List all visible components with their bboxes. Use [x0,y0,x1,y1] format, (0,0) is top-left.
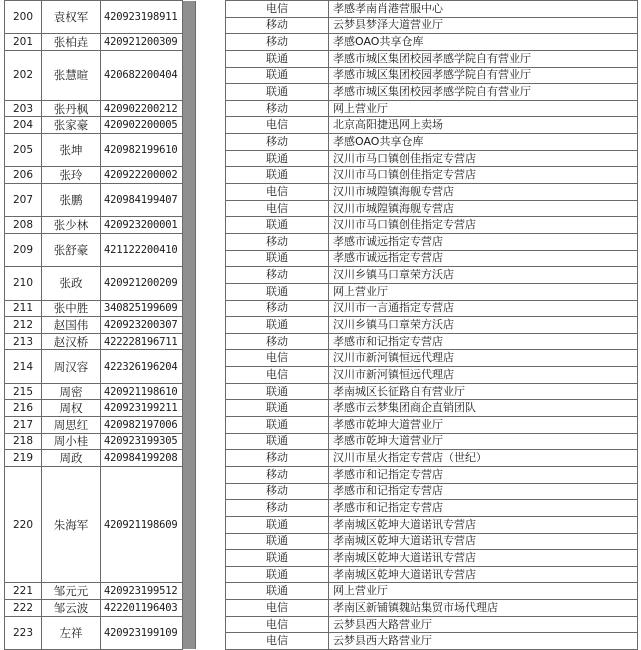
store-cell: 网上营业厅 [329,583,638,600]
store-cell: 汉川市城隍镇海舰专营店 [329,184,638,201]
id-number-cell: 420921200209 [101,267,183,300]
name-cell: 左祥 [42,616,101,649]
carrier-cell: 联通 [226,67,329,84]
store-cell: 云梦县西大路营业厅 [329,616,638,633]
id-number-cell: 420984199407 [101,184,183,217]
document-page [4,0,637,649]
table-row [5,300,638,317]
id-number-cell: 420923199305 [101,433,183,450]
store-cell: 汉川乡镇马口章荣方沃店 [329,317,638,334]
store-cell: 汉川市马口镇创佳指定专营店 [329,217,638,234]
store-cell: 孝南城区乾坤大道诺讯专营店 [329,533,638,550]
id-number-cell: 422201196403 [101,600,183,617]
table-row [5,100,638,117]
name-cell: 周密 [42,383,101,400]
store-cell: 孝南城区乾坤大道诺讯专营店 [329,566,638,583]
carrier-cell: 联通 [226,50,329,67]
table-row [5,466,638,483]
serial-number-cell: 210 [5,267,42,300]
serial-number-cell: 205 [5,134,42,167]
carrier-cell: 移动 [226,134,329,151]
store-cell: 网上营业厅 [329,100,638,117]
carrier-cell: 移动 [226,500,329,517]
name-cell: 张鹏 [42,184,101,217]
store-cell: 云梦县西大路营业厅 [329,633,638,650]
table-row [5,333,638,350]
store-cell: 孝感市诚远指定专营店 [329,250,638,267]
store-cell: 孝感市城区集团校园孝感学院自有营业厅 [329,67,638,84]
name-cell: 张柏垚 [42,34,101,51]
store-cell: 孝感OAO共享仓库 [329,34,638,51]
store-cell: 孝感市城区集团校园孝感学院自有营业厅 [329,84,638,101]
id-number-cell: 422228196711 [101,333,183,350]
name-cell: 张慧暄 [42,50,101,100]
carrier-cell: 移动 [226,100,329,117]
id-number-cell: 420923199211 [101,400,183,417]
serial-number-cell: 213 [5,333,42,350]
table-row [5,217,638,234]
carrier-cell: 电信 [226,350,329,367]
store-cell: 孝南城区乾坤大道诺讯专营店 [329,550,638,567]
store-cell: 孝感市云梦集团商企直销团队 [329,400,638,417]
table-row [5,417,638,434]
table-row [5,616,638,633]
table-row [5,233,638,250]
carrier-cell: 电信 [226,1,329,18]
id-number-cell: 420982199610 [101,134,183,167]
serial-number-cell: 216 [5,400,42,417]
name-cell: 邹云波 [42,600,101,617]
store-cell: 孝感市城区集团校园孝感学院自有营业厅 [329,50,638,67]
store-cell: 汉川市马口镇创佳指定专营店 [329,150,638,167]
name-cell: 周汉容 [42,350,101,383]
store-cell: 汉川市马口镇创佳指定专营店 [329,167,638,184]
carrier-cell: 联通 [226,383,329,400]
carrier-cell: 移动 [226,267,329,284]
serial-number-cell: 218 [5,433,42,450]
table-row [5,450,638,467]
registry-table [4,0,638,650]
name-cell: 赵国伟 [42,317,101,334]
serial-number-cell: 222 [5,600,42,617]
carrier-cell: 联通 [226,217,329,234]
table-row [5,167,638,184]
carrier-cell: 联通 [226,167,329,184]
id-number-cell: 420923200001 [101,217,183,234]
store-cell: 云梦县梦泽大道营业厅 [329,17,638,34]
carrier-cell: 联通 [226,417,329,434]
name-cell: 周思红 [42,417,101,434]
id-number-cell: 420923199512 [101,583,183,600]
table-row [5,433,638,450]
name-cell: 张玲 [42,167,101,184]
store-cell: 孝感市和记指定专营店 [329,483,638,500]
carrier-cell: 联通 [226,583,329,600]
serial-number-cell: 221 [5,583,42,600]
serial-number-cell: 219 [5,450,42,467]
serial-number-cell: 203 [5,100,42,117]
carrier-cell: 联通 [226,533,329,550]
carrier-cell: 电信 [226,367,329,384]
store-cell: 汉川市一言通指定专营店 [329,300,638,317]
table-row [5,583,638,600]
carrier-cell: 移动 [226,333,329,350]
serial-number-cell: 220 [5,466,42,582]
redaction-strip [183,1,196,650]
id-number-cell: 420984199208 [101,450,183,467]
id-number-cell: 422326196204 [101,350,183,383]
store-cell: 汉川市新河镇恒远代理店 [329,350,638,367]
name-cell: 袁权军 [42,1,101,34]
carrier-cell: 电信 [226,200,329,217]
store-cell: 孝南城区乾坤大道诺讯专营店 [329,516,638,533]
id-number-cell: 420921198609 [101,466,183,582]
id-number-cell: 420902200212 [101,100,183,117]
carrier-cell: 电信 [226,117,329,134]
table-row [5,117,638,134]
store-cell: 汉川市新河镇恒远代理店 [329,367,638,384]
id-number-cell: 420922200002 [101,167,183,184]
serial-number-cell: 208 [5,217,42,234]
carrier-cell: 移动 [226,450,329,467]
serial-number-cell: 206 [5,167,42,184]
name-cell: 张舒豪 [42,233,101,266]
store-cell: 孝感市和记指定专营店 [329,333,638,350]
table-row [5,134,638,151]
name-cell: 张少林 [42,217,101,234]
name-cell: 邹元元 [42,583,101,600]
carrier-cell: 电信 [226,600,329,617]
table-row [5,317,638,334]
name-cell: 张家豪 [42,117,101,134]
id-number-cell: 420923200307 [101,317,183,334]
serial-number-cell: 214 [5,350,42,383]
carrier-cell: 联通 [226,250,329,267]
blank-column [196,1,226,650]
id-number-cell: 420902200005 [101,117,183,134]
store-cell: 汉川市城隍镇海舰专营店 [329,200,638,217]
carrier-cell: 电信 [226,633,329,650]
serial-number-cell: 215 [5,383,42,400]
id-number-cell: 420923198911 [101,1,183,34]
serial-number-cell: 201 [5,34,42,51]
name-cell: 朱海军 [42,466,101,582]
store-cell: 汉川市星火指定专营店（世纪） [329,450,638,467]
name-cell: 张丹枫 [42,100,101,117]
carrier-cell: 电信 [226,184,329,201]
carrier-cell: 联通 [226,400,329,417]
carrier-cell: 联通 [226,433,329,450]
carrier-cell: 移动 [226,483,329,500]
table-row [5,350,638,367]
serial-number-cell: 217 [5,417,42,434]
carrier-cell: 联通 [226,317,329,334]
store-cell: 孝感孝南肖港营服中心 [329,1,638,18]
carrier-cell: 联通 [226,283,329,300]
table-row [5,184,638,201]
carrier-cell: 移动 [226,466,329,483]
carrier-cell: 联通 [226,84,329,101]
table-row [5,383,638,400]
store-cell: 孝感OAO共享仓库 [329,134,638,151]
store-cell: 孝感市和记指定专营店 [329,500,638,517]
store-cell: 孝感市乾坤大道营业厅 [329,433,638,450]
id-number-cell: 420682200404 [101,50,183,100]
store-cell: 孝南城区长征路自有营业厅 [329,383,638,400]
store-cell: 汉川乡镇马口章荣方沃店 [329,267,638,284]
name-cell: 周政 [42,450,101,467]
table-row [5,50,638,67]
name-cell: 张中胜 [42,300,101,317]
serial-number-cell: 204 [5,117,42,134]
store-cell: 网上营业厅 [329,283,638,300]
carrier-cell: 联通 [226,550,329,567]
carrier-cell: 联通 [226,516,329,533]
store-cell: 孝南区新铺镇魏站集贸市场代理店 [329,600,638,617]
store-cell: 孝感市诚远指定专营店 [329,233,638,250]
serial-number-cell: 207 [5,184,42,217]
id-number-cell: 420921200309 [101,34,183,51]
table-body [5,1,638,650]
carrier-cell: 移动 [226,233,329,250]
carrier-cell: 移动 [226,34,329,51]
name-cell: 赵汉桥 [42,333,101,350]
carrier-cell: 联通 [226,150,329,167]
id-number-cell: 340825199609 [101,300,183,317]
store-cell: 孝感市和记指定专营店 [329,466,638,483]
table-row [5,1,638,18]
serial-number-cell: 212 [5,317,42,334]
table-row [5,34,638,51]
carrier-cell: 移动 [226,17,329,34]
id-number-cell: 420923199109 [101,616,183,649]
carrier-cell: 移动 [226,300,329,317]
name-cell: 周权 [42,400,101,417]
id-number-cell: 420921198610 [101,383,183,400]
name-cell: 张坤 [42,134,101,167]
serial-number-cell: 202 [5,50,42,100]
table-row [5,267,638,284]
serial-number-cell: 200 [5,1,42,34]
id-number-cell: 420982197006 [101,417,183,434]
table-row [5,400,638,417]
id-number-cell: 421122200410 [101,233,183,266]
serial-number-cell: 223 [5,616,42,649]
serial-number-cell: 211 [5,300,42,317]
table-row [5,600,638,617]
name-cell: 周小桂 [42,433,101,450]
store-cell: 孝感市乾坤大道营业厅 [329,417,638,434]
carrier-cell: 电信 [226,616,329,633]
name-cell: 张政 [42,267,101,300]
serial-number-cell: 209 [5,233,42,266]
store-cell: 北京高阳捷迅网上卖场 [329,117,638,134]
carrier-cell: 联通 [226,566,329,583]
